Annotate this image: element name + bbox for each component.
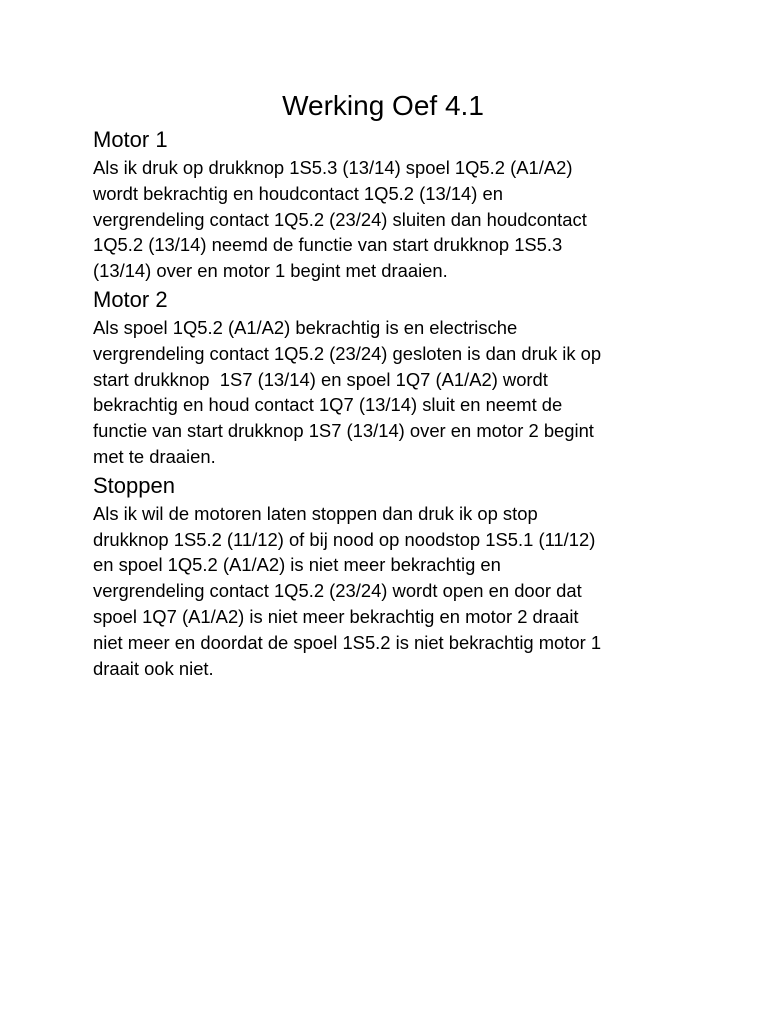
section-paragraph <box>93 501 693 682</box>
paragraph-line: en spoel 1Q5.2 (A1/A2) is niet meer bekrachtig en <box>93 554 501 576</box>
section-stoppen <box>93 471 693 682</box>
document-title: Werking Oef 4.1 <box>282 90 484 121</box>
paragraph-line: met te draaien. <box>93 445 216 467</box>
paragraph-line: spoel 1Q7 (A1/A2) is niet meer bekrachtig en motor 2 draait <box>93 605 579 627</box>
document-content <box>93 125 693 682</box>
paragraph-line: draait ook niet. <box>93 657 214 679</box>
paragraph-line: functie van start drukknop 1S7 (13/14) over en motor 2 begint <box>93 420 594 442</box>
paragraph-line: 1Q5.2 (13/14) neemd de functie van start drukknop 1S5.3 <box>93 234 563 256</box>
paragraph-line: drukknop 1S5.2 (11/12) of bij nood op noodstop 1S5.1 (11/12) <box>93 528 596 550</box>
paragraph-line: Als ik wil de motoren laten stoppen dan druk ik op stop <box>93 502 538 524</box>
section-paragraph <box>93 155 693 284</box>
paragraph-line: vergrendeling contact 1Q5.2 (23/24) wordt open en door dat <box>93 580 582 602</box>
section-motor-1 <box>93 125 693 284</box>
paragraph-line: vergrendeling contact 1Q5.2 (23/24) gesloten is dan druk ik op <box>93 342 602 364</box>
paragraph-line: Als spoel 1Q5.2 (A1/A2) bekrachtig is en electrische <box>93 316 518 338</box>
paragraph-line: wordt bekrachtig en houdcontact 1Q5.2 (13/14) en <box>93 182 503 204</box>
section-heading: Stoppen <box>93 472 175 498</box>
paragraph-line: vergrendeling contact 1Q5.2 (23/24) sluiten dan houdcontact <box>93 208 587 230</box>
section-motor-2 <box>93 285 693 470</box>
paragraph-line: bekrachtig en houd contact 1Q7 (13/14) sluit en neemt de <box>93 394 563 416</box>
paragraph-line: start drukknop 1S7 (13/14) en spoel 1Q7 (A1/A2) wordt <box>93 368 548 390</box>
paragraph-line: (13/14) over en motor 1 begint met draaien. <box>93 260 448 282</box>
section-heading: Motor 1 <box>93 127 168 152</box>
paragraph-line: Als ik druk op drukknop 1S5.3 (13/14) spoel 1Q5.2 (A1/A2) <box>93 157 573 178</box>
paragraph-line: niet meer en doordat de spoel 1S5.2 is niet bekrachtig motor 1 <box>93 631 602 653</box>
section-paragraph <box>93 315 693 470</box>
section-heading: Motor 2 <box>93 286 168 312</box>
